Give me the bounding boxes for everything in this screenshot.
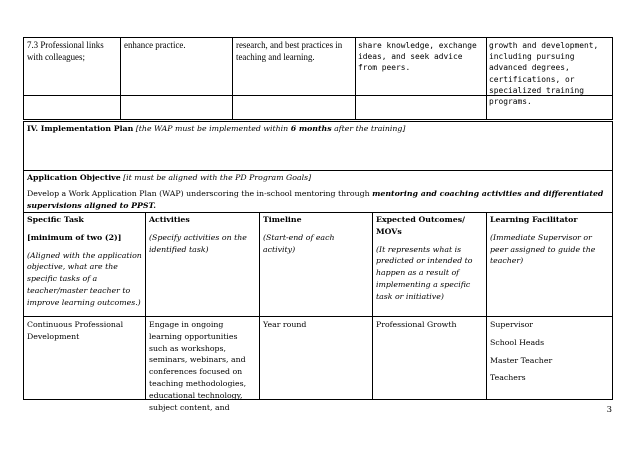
row-task: Continuous Professional Development <box>27 320 124 341</box>
application-objective-heading: Application Objective <box>27 173 121 182</box>
header-expected-outcomes <box>376 214 484 303</box>
activities-note: (Specify activities on the identified task) <box>149 232 247 254</box>
timeline-note: (Start-end of each activity) <box>263 232 335 254</box>
specific-task-note: (Aligned with the application objective, what are the specific tasks of a teacher/master teacher to improve learning outcomes.) <box>27 250 142 307</box>
application-objective-body-bold: mentoring and coaching activities and differentiated supervisions aligned to PPST. <box>27 188 604 210</box>
header-activities <box>149 214 257 255</box>
top-cell-growth: growth and development, including pursuing advanced degrees, certifications, or specialized training programs. <box>489 41 599 107</box>
implementation-plan-section <box>27 123 610 135</box>
facilitator-item: Supervisor <box>490 320 534 329</box>
timeline-title: Timeline <box>263 215 302 224</box>
top-cell-enhance: enhance practice. <box>124 40 186 50</box>
top-cell-share: share knowledge, exchange ideas, and seek advice from peers. <box>358 41 477 73</box>
row-facilitators <box>490 319 610 384</box>
application-objective-body: Develop a Work Application Plan (WAP) underscoring the in-school mentoring through <box>27 188 370 198</box>
activities-title: Activities <box>149 215 190 224</box>
top-cell-standard: 7.3 Professional links with colleagues; <box>27 40 104 62</box>
implementation-note-bold: 6 months <box>290 124 332 133</box>
top-cell-research: research, and best practices in teaching and learning. <box>236 40 343 62</box>
row-activity: Engage in ongoing learning opportunities such as workshops, seminars, webinars, and conferences focused on teaching methodologies, educational technology, subject content, and <box>149 320 247 412</box>
application-objective-section <box>27 172 610 211</box>
application-objective-note: [it must be aligned with the PD Program Goals] <box>123 173 312 182</box>
header-timeline <box>263 214 369 255</box>
implementation-note-prefix: [the WAP must be implemented within <box>135 124 289 133</box>
specific-task-minimum: [minimum of two (2)] <box>27 232 122 242</box>
facilitator-item: Master Teacher <box>490 355 553 365</box>
header-specific-task <box>27 214 143 309</box>
outcomes-title: Expected Outcomes/ MOVs <box>376 215 465 236</box>
page-number: 3 <box>606 405 612 415</box>
facilitator-title: Learning Facilitator <box>490 215 578 224</box>
outcomes-note: (It represents what is predicted or intended to happen as a result of implementing a specific task or initiative) <box>376 244 473 301</box>
header-learning-facilitator <box>490 214 610 267</box>
facilitator-item: Teachers <box>490 373 526 383</box>
specific-task-title: Specific Task <box>27 215 84 224</box>
implementation-heading: IV. Implementation Plan <box>27 124 134 133</box>
row-outcome: Professional Growth <box>376 320 457 329</box>
row-timeline: Year round <box>263 320 307 329</box>
implementation-note-suffix: after the training] <box>334 124 406 133</box>
facilitator-note: (Immediate Supervisor or peer assigned to guide the teacher) <box>490 232 596 266</box>
facilitator-item: School Heads <box>490 337 545 347</box>
